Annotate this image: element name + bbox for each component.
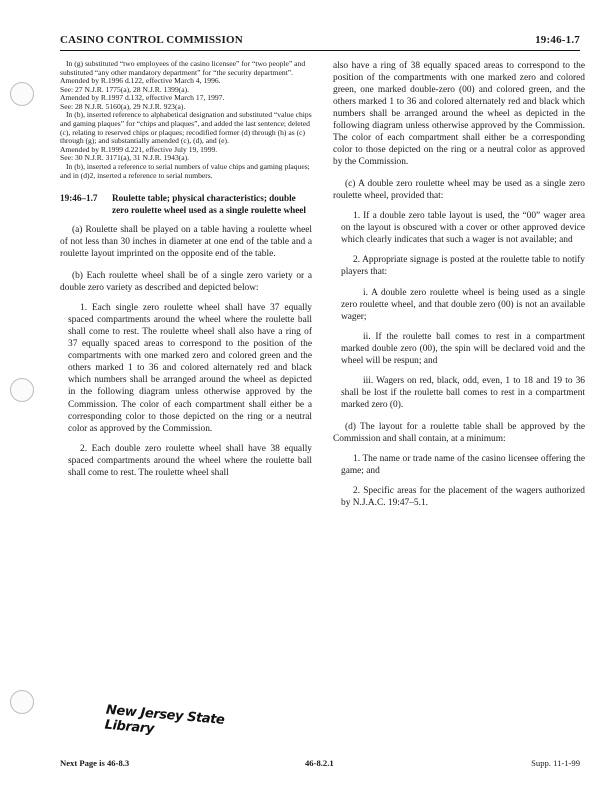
- paragraph-d: (d) The layout for a roulette table shall be approved by the Commission and shall contain, at a minimum:: [333, 421, 585, 444]
- paragraph-c2-ii: ii. If the roulette ball comes to rest in a compartment marked double zero (00), the spin will be declared void and the wheel will be respun; and: [341, 331, 585, 366]
- running-header: [60, 34, 580, 51]
- paragraph-c2-i: i. A double zero roulette wheel is being used as a single zero roulette wheel, and that double zero (00) is not an available wager;: [341, 287, 585, 322]
- section-number: 19:46–1.7: [60, 193, 98, 204]
- binder-hole-top: [10, 82, 34, 106]
- page-number: 46-8.2.1: [305, 758, 334, 768]
- paragraph-c1: 1. If a double zero table layout is used, the “00” wager area on the layout is obscured with a cover or other approved device which clearly indicates that such a wager is not available; and: [341, 211, 585, 246]
- header-section-ref: 19:46-1.7: [535, 34, 580, 46]
- paragraph-a: (a) Roulette shall be played on a table having a roulette wheel of not less than 30 inches in diameter at one end of the table and a roulette layout imprinted on the opposite end of the table.: [60, 225, 312, 260]
- paragraph-b1: 1. Each single zero roulette wheel shall have 37 equally spaced compartments around the wheel where the roulette ball shall come to rest. The roulette wheel shall also have a ring of 37 equally spaced areas to correspond to the position of the compartments with one marked zero and colored green and the others marked 1 to 36 and colored alternately red and black which numbers shall be arranged around the wheel as depicted in the following diagram unless otherwise approved by the Commission. The color of each compartment shall either be a corresponding color to those depicted on the ring or a neutral color as approved by the Commission.: [68, 303, 312, 434]
- library-stamp: New Jersey State Library: [104, 702, 226, 737]
- next-page-note: Next Page is 46-8.3: [60, 758, 130, 768]
- history-note: See: 28 N.J.R. 5160(a), 29 N.J.R. 923(a).: [60, 101, 186, 111]
- binder-hole-middle: [10, 378, 34, 402]
- history-note: Amended by R.1997 d.132, effective March 17, 1997.: [60, 93, 225, 103]
- history-note: In (b), inserted reference to alphabetical designation and substituted “value chips and gaming plaques” for “chips and plaques”, and added the last sentence; deleted (c), relating to reserved chips or plaques; recodified former (d) through (h) as (c) through (g); and substantially amended (c), (d), and (e).: [60, 110, 312, 146]
- section-heading: [60, 193, 312, 216]
- paragraph-c2: 2. Appropriate signage is posted at the roulette table to notify players that:: [341, 255, 585, 278]
- paragraph-c: (c) A double zero roulette wheel may be used as a single zero roulette wheel, provided that:: [333, 179, 585, 202]
- history-notes: [60, 60, 312, 180]
- history-note: In (b), inserted a reference to serial numbers of value chips and gaming plaques; and in (d)2, inserted a reference to serial numbers.: [60, 161, 310, 180]
- paragraph-d2: 2. Specific areas for the placement of the wagers authorized by N.J.A.C. 19:47–5.1.: [341, 485, 585, 508]
- header-title: CASINO CONTROL COMMISSION: [60, 34, 243, 46]
- history-note: Amended by R.1996 d.122, effective March 4, 1996.: [60, 76, 221, 86]
- section-title: Roulette table; physical characteristics; double zero roulette wheel used as a single roulette wheel: [112, 193, 306, 215]
- left-column: [60, 60, 312, 479]
- supplement-date: Supp. 11-1-99: [531, 758, 580, 768]
- history-note: Amended by R.1999 d.221, effective July 19, 1999.: [60, 144, 218, 154]
- paragraph-d1: 1. The name or trade name of the casino licensee offering the game; and: [341, 453, 585, 476]
- paragraph-b: (b) Each roulette wheel shall be of a single zero variety or a double zero variety as described and depicted below:: [60, 271, 312, 294]
- paragraph-c2-iii: iii. Wagers on red, black, odd, even, 1 to 18 and 19 to 36 shall be lost if the roulette ball comes to rest in a compartment marked zero (0).: [341, 375, 585, 410]
- history-note: See: 30 N.J.R. 3171(a), 31 N.J.R. 1943(a).: [60, 153, 190, 163]
- paragraph-b2: 2. Each double zero roulette wheel shall have 38 equally spaced compartments around the wheel where the roulette ball shall come to rest. The roulette wheel shall: [68, 443, 312, 478]
- binder-hole-bottom: [10, 690, 34, 714]
- history-note: In (g) substituted “two employees of the casino licensee” for “two people” and substituted “any other mandatory department” for “the security department”.: [60, 59, 306, 77]
- paragraph-b2-continued: also have a ring of 38 equally spaced areas to correspond to the position of the compartments with one marked zero and colored green, one marked double-zero (00) and colored green, and the others marked 1 to 36 and colored alternately red and black which numbers shall be arranged around the wheel as depicted in the following diagram unless otherwise approved by the Commission. The color of each compartment shall either be a corresponding color to those depicted on the ring or a neutral color as approved by the Commission.: [333, 61, 585, 168]
- right-column: [333, 60, 585, 509]
- history-note: See: 27 N.J.R. 1775(a), 28 N.J.R. 1399(a).: [60, 84, 190, 94]
